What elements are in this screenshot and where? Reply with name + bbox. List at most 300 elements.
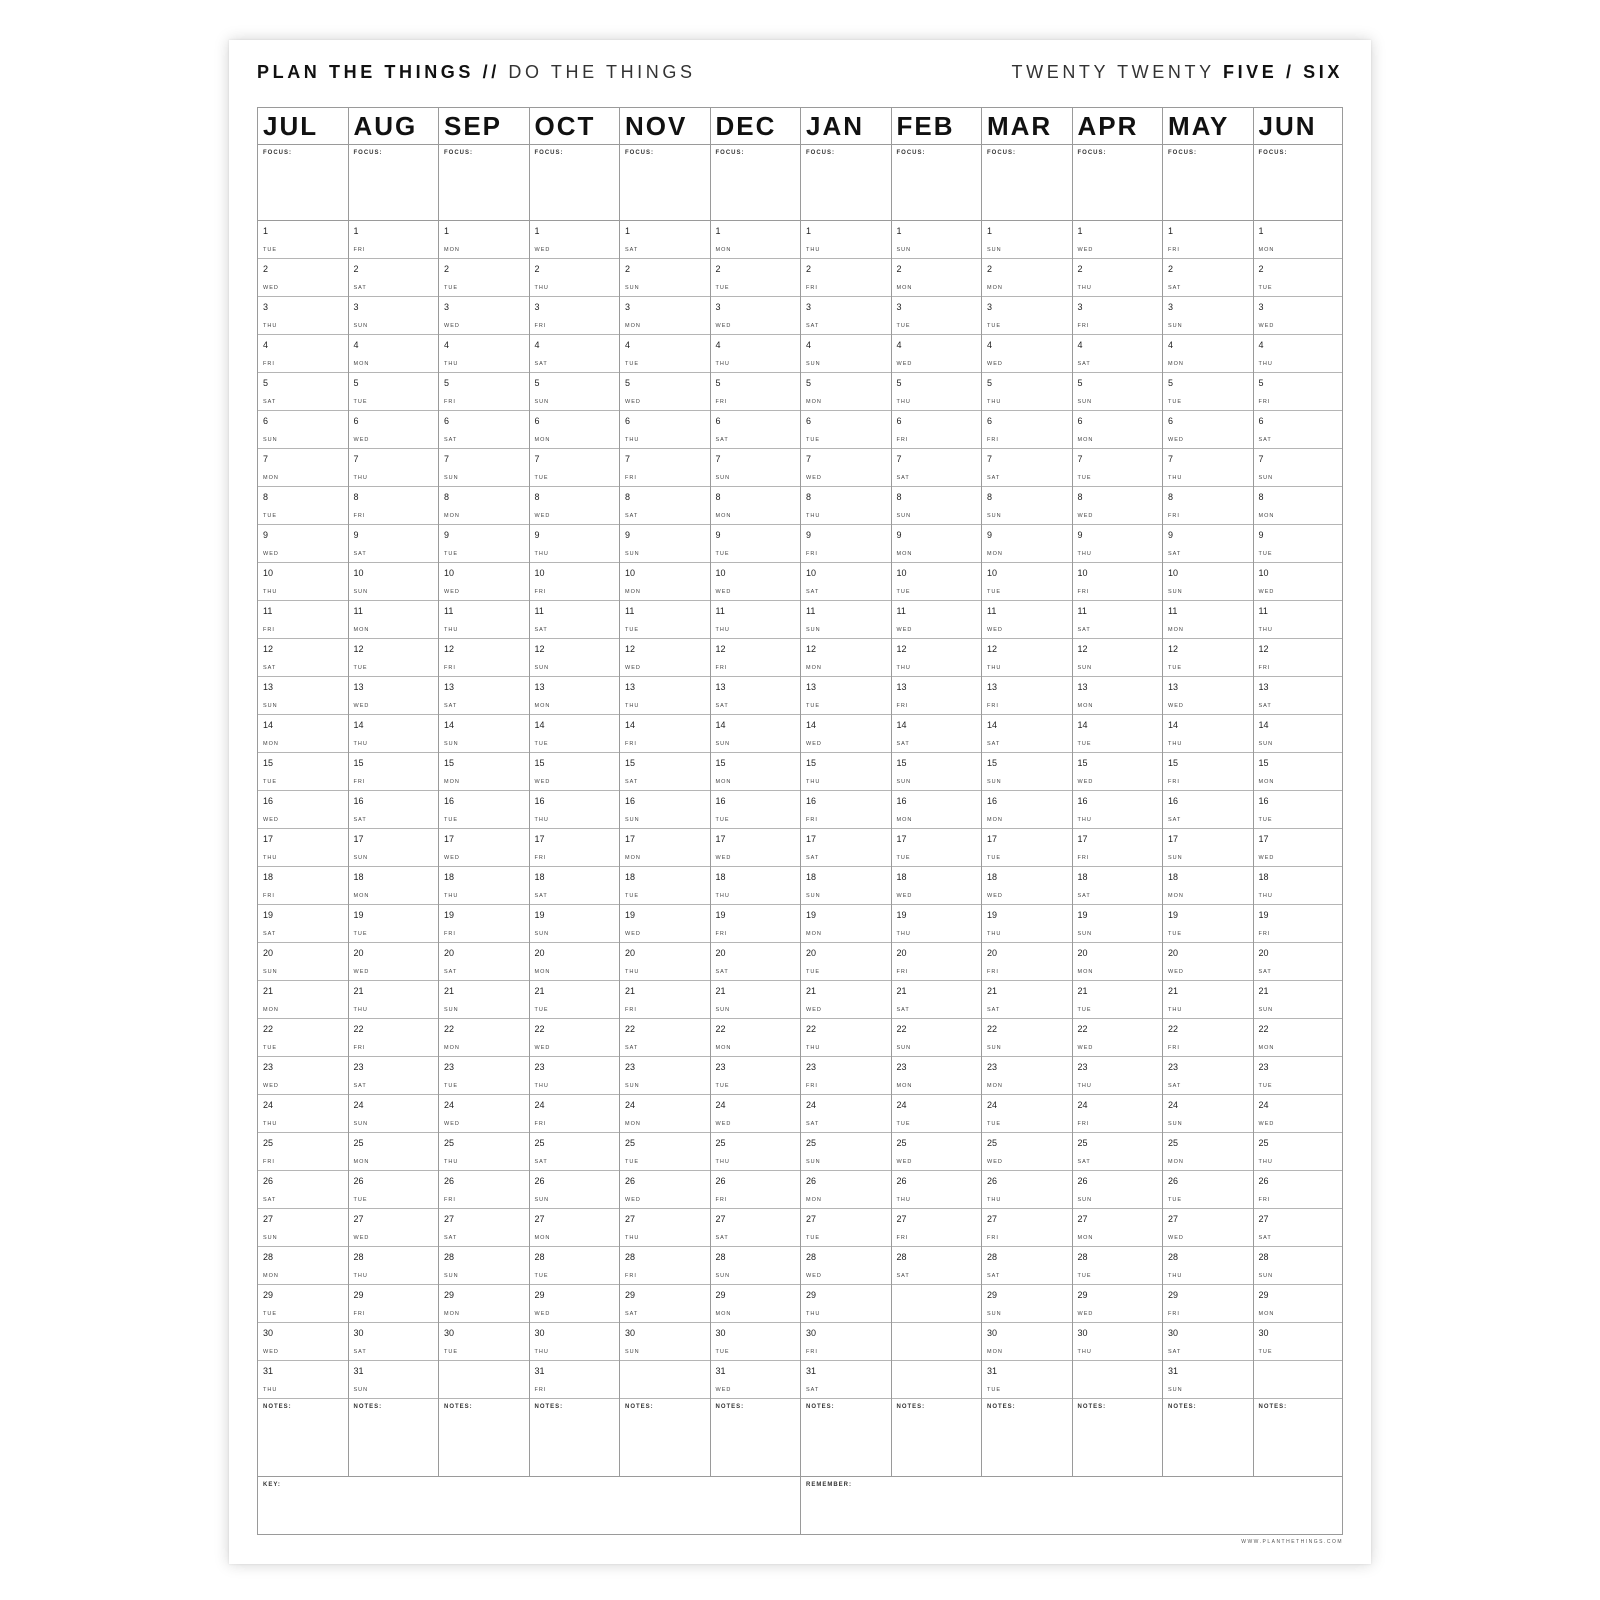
day-cell[interactable] <box>530 639 620 677</box>
day-cell[interactable] <box>530 1361 620 1399</box>
day-cell[interactable] <box>1254 1133 1343 1171</box>
day-cell[interactable] <box>801 1057 891 1095</box>
day-cell[interactable] <box>439 525 529 563</box>
day-cell[interactable] <box>349 905 439 943</box>
day-cell[interactable] <box>439 981 529 1019</box>
day-cell[interactable] <box>349 829 439 867</box>
focus-box[interactable] <box>1073 145 1163 221</box>
day-cell[interactable] <box>1254 1285 1343 1323</box>
day-cell[interactable] <box>1163 411 1253 449</box>
day-cell[interactable] <box>711 639 801 677</box>
day-cell[interactable] <box>1254 1361 1343 1399</box>
day-cell[interactable] <box>801 1019 891 1057</box>
day-cell[interactable] <box>801 715 891 753</box>
day-cell[interactable] <box>1254 639 1343 677</box>
day-cell[interactable] <box>620 297 710 335</box>
notes-box[interactable] <box>1163 1399 1253 1477</box>
day-cell[interactable] <box>439 715 529 753</box>
day-cell[interactable] <box>439 753 529 791</box>
day-cell[interactable] <box>620 1133 710 1171</box>
day-cell[interactable] <box>1163 791 1253 829</box>
day-cell[interactable] <box>349 221 439 259</box>
day-cell[interactable] <box>711 829 801 867</box>
day-cell[interactable] <box>801 601 891 639</box>
day-cell[interactable] <box>801 221 891 259</box>
day-cell[interactable] <box>1073 1285 1163 1323</box>
day-cell[interactable] <box>1073 753 1163 791</box>
day-cell[interactable] <box>258 563 348 601</box>
day-cell[interactable] <box>258 449 348 487</box>
day-cell[interactable] <box>1163 1095 1253 1133</box>
day-cell[interactable] <box>982 1019 1072 1057</box>
day-cell[interactable] <box>530 1171 620 1209</box>
day-cell[interactable] <box>439 791 529 829</box>
day-cell[interactable] <box>1163 1019 1253 1057</box>
day-cell[interactable] <box>711 297 801 335</box>
day-cell[interactable] <box>982 373 1072 411</box>
day-cell[interactable] <box>258 335 348 373</box>
day-cell[interactable] <box>439 411 529 449</box>
day-cell[interactable] <box>1254 1171 1343 1209</box>
day-cell[interactable] <box>892 1361 982 1399</box>
notes-box[interactable] <box>439 1399 529 1477</box>
day-cell[interactable] <box>530 905 620 943</box>
day-cell[interactable] <box>711 411 801 449</box>
day-cell[interactable] <box>258 639 348 677</box>
day-cell[interactable] <box>982 1057 1072 1095</box>
day-cell[interactable] <box>892 1133 982 1171</box>
day-cell[interactable] <box>620 677 710 715</box>
day-cell[interactable] <box>711 1323 801 1361</box>
day-cell[interactable] <box>1163 1323 1253 1361</box>
day-cell[interactable] <box>530 715 620 753</box>
day-cell[interactable] <box>892 449 982 487</box>
day-cell[interactable] <box>1163 639 1253 677</box>
day-cell[interactable] <box>620 1247 710 1285</box>
day-cell[interactable] <box>258 525 348 563</box>
day-cell[interactable] <box>892 1171 982 1209</box>
focus-box[interactable] <box>801 145 891 221</box>
day-cell[interactable] <box>1163 753 1253 791</box>
day-cell[interactable] <box>801 905 891 943</box>
day-cell[interactable] <box>892 259 982 297</box>
day-cell[interactable] <box>982 791 1072 829</box>
day-cell[interactable] <box>439 601 529 639</box>
day-cell[interactable] <box>439 1057 529 1095</box>
day-cell[interactable] <box>620 639 710 677</box>
day-cell[interactable] <box>711 677 801 715</box>
day-cell[interactable] <box>982 1171 1072 1209</box>
day-cell[interactable] <box>1073 1209 1163 1247</box>
day-cell[interactable] <box>1163 1133 1253 1171</box>
day-cell[interactable] <box>258 1019 348 1057</box>
day-cell[interactable] <box>439 449 529 487</box>
day-cell[interactable] <box>711 1209 801 1247</box>
day-cell[interactable] <box>892 981 982 1019</box>
day-cell[interactable] <box>1254 867 1343 905</box>
day-cell[interactable] <box>258 259 348 297</box>
day-cell[interactable] <box>620 1209 710 1247</box>
day-cell[interactable] <box>258 1095 348 1133</box>
day-cell[interactable] <box>892 1209 982 1247</box>
day-cell[interactable] <box>1254 335 1343 373</box>
day-cell[interactable] <box>892 791 982 829</box>
day-cell[interactable] <box>892 221 982 259</box>
day-cell[interactable] <box>620 601 710 639</box>
day-cell[interactable] <box>801 525 891 563</box>
day-cell[interactable] <box>620 1171 710 1209</box>
day-cell[interactable] <box>801 259 891 297</box>
day-cell[interactable] <box>349 563 439 601</box>
day-cell[interactable] <box>258 1361 348 1399</box>
day-cell[interactable] <box>982 601 1072 639</box>
day-cell[interactable] <box>349 601 439 639</box>
day-cell[interactable] <box>892 1323 982 1361</box>
day-cell[interactable] <box>801 1095 891 1133</box>
notes-box[interactable] <box>1254 1399 1343 1477</box>
day-cell[interactable] <box>530 1209 620 1247</box>
day-cell[interactable] <box>892 677 982 715</box>
day-cell[interactable] <box>982 411 1072 449</box>
day-cell[interactable] <box>530 981 620 1019</box>
day-cell[interactable] <box>439 1285 529 1323</box>
day-cell[interactable] <box>892 905 982 943</box>
day-cell[interactable] <box>711 943 801 981</box>
day-cell[interactable] <box>1073 373 1163 411</box>
day-cell[interactable] <box>801 829 891 867</box>
day-cell[interactable] <box>1163 525 1253 563</box>
focus-box[interactable] <box>258 145 348 221</box>
day-cell[interactable] <box>1073 791 1163 829</box>
notes-box[interactable] <box>1073 1399 1163 1477</box>
day-cell[interactable] <box>349 1247 439 1285</box>
day-cell[interactable] <box>349 487 439 525</box>
day-cell[interactable] <box>620 791 710 829</box>
day-cell[interactable] <box>1073 677 1163 715</box>
day-cell[interactable] <box>1254 1095 1343 1133</box>
day-cell[interactable] <box>1254 487 1343 525</box>
day-cell[interactable] <box>620 259 710 297</box>
day-cell[interactable] <box>530 1019 620 1057</box>
day-cell[interactable] <box>892 753 982 791</box>
day-cell[interactable] <box>530 677 620 715</box>
day-cell[interactable] <box>258 1057 348 1095</box>
day-cell[interactable] <box>1073 867 1163 905</box>
focus-box[interactable] <box>892 145 982 221</box>
day-cell[interactable] <box>439 221 529 259</box>
day-cell[interactable] <box>892 335 982 373</box>
day-cell[interactable] <box>1254 1323 1343 1361</box>
day-cell[interactable] <box>349 1209 439 1247</box>
notes-box[interactable] <box>530 1399 620 1477</box>
day-cell[interactable] <box>1254 525 1343 563</box>
day-cell[interactable] <box>620 1019 710 1057</box>
day-cell[interactable] <box>711 981 801 1019</box>
day-cell[interactable] <box>801 297 891 335</box>
day-cell[interactable] <box>1073 1057 1163 1095</box>
day-cell[interactable] <box>982 943 1072 981</box>
day-cell[interactable] <box>892 639 982 677</box>
day-cell[interactable] <box>982 1133 1072 1171</box>
day-cell[interactable] <box>349 943 439 981</box>
day-cell[interactable] <box>1073 905 1163 943</box>
day-cell[interactable] <box>530 943 620 981</box>
day-cell[interactable] <box>530 373 620 411</box>
day-cell[interactable] <box>439 1209 529 1247</box>
day-cell[interactable] <box>1254 1057 1343 1095</box>
day-cell[interactable] <box>801 373 891 411</box>
day-cell[interactable] <box>982 221 1072 259</box>
day-cell[interactable] <box>439 563 529 601</box>
day-cell[interactable] <box>530 829 620 867</box>
notes-box[interactable] <box>892 1399 982 1477</box>
day-cell[interactable] <box>711 1285 801 1323</box>
day-cell[interactable] <box>620 335 710 373</box>
day-cell[interactable] <box>258 487 348 525</box>
day-cell[interactable] <box>711 867 801 905</box>
day-cell[interactable] <box>1073 943 1163 981</box>
day-cell[interactable] <box>1254 563 1343 601</box>
focus-box[interactable] <box>1163 145 1253 221</box>
day-cell[interactable] <box>711 1057 801 1095</box>
day-cell[interactable] <box>258 943 348 981</box>
day-cell[interactable] <box>982 525 1072 563</box>
day-cell[interactable] <box>982 905 1072 943</box>
notes-box[interactable] <box>620 1399 710 1477</box>
day-cell[interactable] <box>258 411 348 449</box>
remember-box[interactable] <box>801 1477 1342 1534</box>
day-cell[interactable] <box>892 373 982 411</box>
day-cell[interactable] <box>801 411 891 449</box>
day-cell[interactable] <box>620 753 710 791</box>
day-cell[interactable] <box>258 373 348 411</box>
day-cell[interactable] <box>258 829 348 867</box>
day-cell[interactable] <box>1073 525 1163 563</box>
day-cell[interactable] <box>1073 639 1163 677</box>
day-cell[interactable] <box>439 905 529 943</box>
day-cell[interactable] <box>1163 905 1253 943</box>
day-cell[interactable] <box>620 1285 710 1323</box>
day-cell[interactable] <box>620 1323 710 1361</box>
day-cell[interactable] <box>801 563 891 601</box>
focus-box[interactable] <box>982 145 1072 221</box>
day-cell[interactable] <box>530 411 620 449</box>
day-cell[interactable] <box>982 259 1072 297</box>
day-cell[interactable] <box>620 1095 710 1133</box>
day-cell[interactable] <box>892 563 982 601</box>
day-cell[interactable] <box>620 715 710 753</box>
day-cell[interactable] <box>1073 411 1163 449</box>
day-cell[interactable] <box>711 1247 801 1285</box>
day-cell[interactable] <box>439 677 529 715</box>
day-cell[interactable] <box>982 1285 1072 1323</box>
day-cell[interactable] <box>1254 1019 1343 1057</box>
day-cell[interactable] <box>530 1095 620 1133</box>
day-cell[interactable] <box>711 601 801 639</box>
day-cell[interactable] <box>1073 829 1163 867</box>
day-cell[interactable] <box>801 867 891 905</box>
day-cell[interactable] <box>711 905 801 943</box>
notes-box[interactable] <box>801 1399 891 1477</box>
day-cell[interactable] <box>711 221 801 259</box>
day-cell[interactable] <box>801 639 891 677</box>
day-cell[interactable] <box>711 791 801 829</box>
day-cell[interactable] <box>1163 1361 1253 1399</box>
day-cell[interactable] <box>801 1133 891 1171</box>
day-cell[interactable] <box>711 1095 801 1133</box>
day-cell[interactable] <box>439 639 529 677</box>
day-cell[interactable] <box>530 487 620 525</box>
day-cell[interactable] <box>801 981 891 1019</box>
day-cell[interactable] <box>801 1247 891 1285</box>
day-cell[interactable] <box>1163 601 1253 639</box>
day-cell[interactable] <box>530 1247 620 1285</box>
day-cell[interactable] <box>439 1019 529 1057</box>
day-cell[interactable] <box>349 335 439 373</box>
day-cell[interactable] <box>892 1057 982 1095</box>
day-cell[interactable] <box>349 981 439 1019</box>
day-cell[interactable] <box>982 563 1072 601</box>
day-cell[interactable] <box>711 753 801 791</box>
day-cell[interactable] <box>349 867 439 905</box>
day-cell[interactable] <box>1254 905 1343 943</box>
day-cell[interactable] <box>1073 981 1163 1019</box>
day-cell[interactable] <box>1254 753 1343 791</box>
notes-box[interactable] <box>258 1399 348 1477</box>
day-cell[interactable] <box>620 221 710 259</box>
day-cell[interactable] <box>801 1171 891 1209</box>
day-cell[interactable] <box>349 525 439 563</box>
day-cell[interactable] <box>1254 715 1343 753</box>
notes-box[interactable] <box>349 1399 439 1477</box>
day-cell[interactable] <box>349 1019 439 1057</box>
day-cell[interactable] <box>349 373 439 411</box>
day-cell[interactable] <box>982 753 1072 791</box>
day-cell[interactable] <box>711 259 801 297</box>
day-cell[interactable] <box>1163 1171 1253 1209</box>
day-cell[interactable] <box>439 297 529 335</box>
day-cell[interactable] <box>349 753 439 791</box>
day-cell[interactable] <box>801 449 891 487</box>
day-cell[interactable] <box>1073 221 1163 259</box>
focus-box[interactable] <box>1254 145 1343 221</box>
day-cell[interactable] <box>892 487 982 525</box>
day-cell[interactable] <box>258 905 348 943</box>
day-cell[interactable] <box>530 297 620 335</box>
day-cell[interactable] <box>620 563 710 601</box>
day-cell[interactable] <box>349 677 439 715</box>
day-cell[interactable] <box>620 449 710 487</box>
day-cell[interactable] <box>1254 297 1343 335</box>
day-cell[interactable] <box>439 259 529 297</box>
day-cell[interactable] <box>258 753 348 791</box>
day-cell[interactable] <box>349 1057 439 1095</box>
day-cell[interactable] <box>982 449 1072 487</box>
day-cell[interactable] <box>1163 335 1253 373</box>
day-cell[interactable] <box>349 1171 439 1209</box>
day-cell[interactable] <box>982 1209 1072 1247</box>
day-cell[interactable] <box>982 715 1072 753</box>
day-cell[interactable] <box>1163 487 1253 525</box>
day-cell[interactable] <box>711 1171 801 1209</box>
day-cell[interactable] <box>982 1361 1072 1399</box>
day-cell[interactable] <box>439 1171 529 1209</box>
day-cell[interactable] <box>982 297 1072 335</box>
day-cell[interactable] <box>258 867 348 905</box>
day-cell[interactable] <box>711 1019 801 1057</box>
day-cell[interactable] <box>349 1133 439 1171</box>
day-cell[interactable] <box>620 411 710 449</box>
focus-box[interactable] <box>349 145 439 221</box>
day-cell[interactable] <box>349 1361 439 1399</box>
day-cell[interactable] <box>1073 335 1163 373</box>
day-cell[interactable] <box>892 601 982 639</box>
day-cell[interactable] <box>711 1361 801 1399</box>
day-cell[interactable] <box>1254 373 1343 411</box>
day-cell[interactable] <box>1254 449 1343 487</box>
day-cell[interactable] <box>1073 1019 1163 1057</box>
day-cell[interactable] <box>711 563 801 601</box>
day-cell[interactable] <box>982 981 1072 1019</box>
day-cell[interactable] <box>801 943 891 981</box>
day-cell[interactable] <box>1163 563 1253 601</box>
day-cell[interactable] <box>1254 829 1343 867</box>
day-cell[interactable] <box>892 1019 982 1057</box>
day-cell[interactable] <box>711 335 801 373</box>
day-cell[interactable] <box>1163 867 1253 905</box>
day-cell[interactable] <box>801 1209 891 1247</box>
day-cell[interactable] <box>620 981 710 1019</box>
day-cell[interactable] <box>439 1323 529 1361</box>
day-cell[interactable] <box>620 373 710 411</box>
day-cell[interactable] <box>620 525 710 563</box>
day-cell[interactable] <box>1073 1095 1163 1133</box>
day-cell[interactable] <box>530 1133 620 1171</box>
day-cell[interactable] <box>258 1209 348 1247</box>
day-cell[interactable] <box>892 829 982 867</box>
day-cell[interactable] <box>892 943 982 981</box>
day-cell[interactable] <box>258 981 348 1019</box>
day-cell[interactable] <box>801 1323 891 1361</box>
day-cell[interactable] <box>801 487 891 525</box>
day-cell[interactable] <box>1163 1209 1253 1247</box>
day-cell[interactable] <box>530 525 620 563</box>
day-cell[interactable] <box>801 677 891 715</box>
day-cell[interactable] <box>1254 601 1343 639</box>
day-cell[interactable] <box>892 297 982 335</box>
day-cell[interactable] <box>1254 791 1343 829</box>
day-cell[interactable] <box>711 373 801 411</box>
day-cell[interactable] <box>982 677 1072 715</box>
day-cell[interactable] <box>620 1057 710 1095</box>
day-cell[interactable] <box>1163 829 1253 867</box>
day-cell[interactable] <box>1073 297 1163 335</box>
day-cell[interactable] <box>258 1323 348 1361</box>
day-cell[interactable] <box>439 1095 529 1133</box>
day-cell[interactable] <box>530 259 620 297</box>
day-cell[interactable] <box>530 1323 620 1361</box>
day-cell[interactable] <box>349 639 439 677</box>
day-cell[interactable] <box>620 905 710 943</box>
day-cell[interactable] <box>439 1361 529 1399</box>
day-cell[interactable] <box>439 829 529 867</box>
day-cell[interactable] <box>258 1133 348 1171</box>
day-cell[interactable] <box>1254 259 1343 297</box>
day-cell[interactable] <box>982 639 1072 677</box>
day-cell[interactable] <box>801 335 891 373</box>
day-cell[interactable] <box>620 1361 710 1399</box>
day-cell[interactable] <box>620 487 710 525</box>
